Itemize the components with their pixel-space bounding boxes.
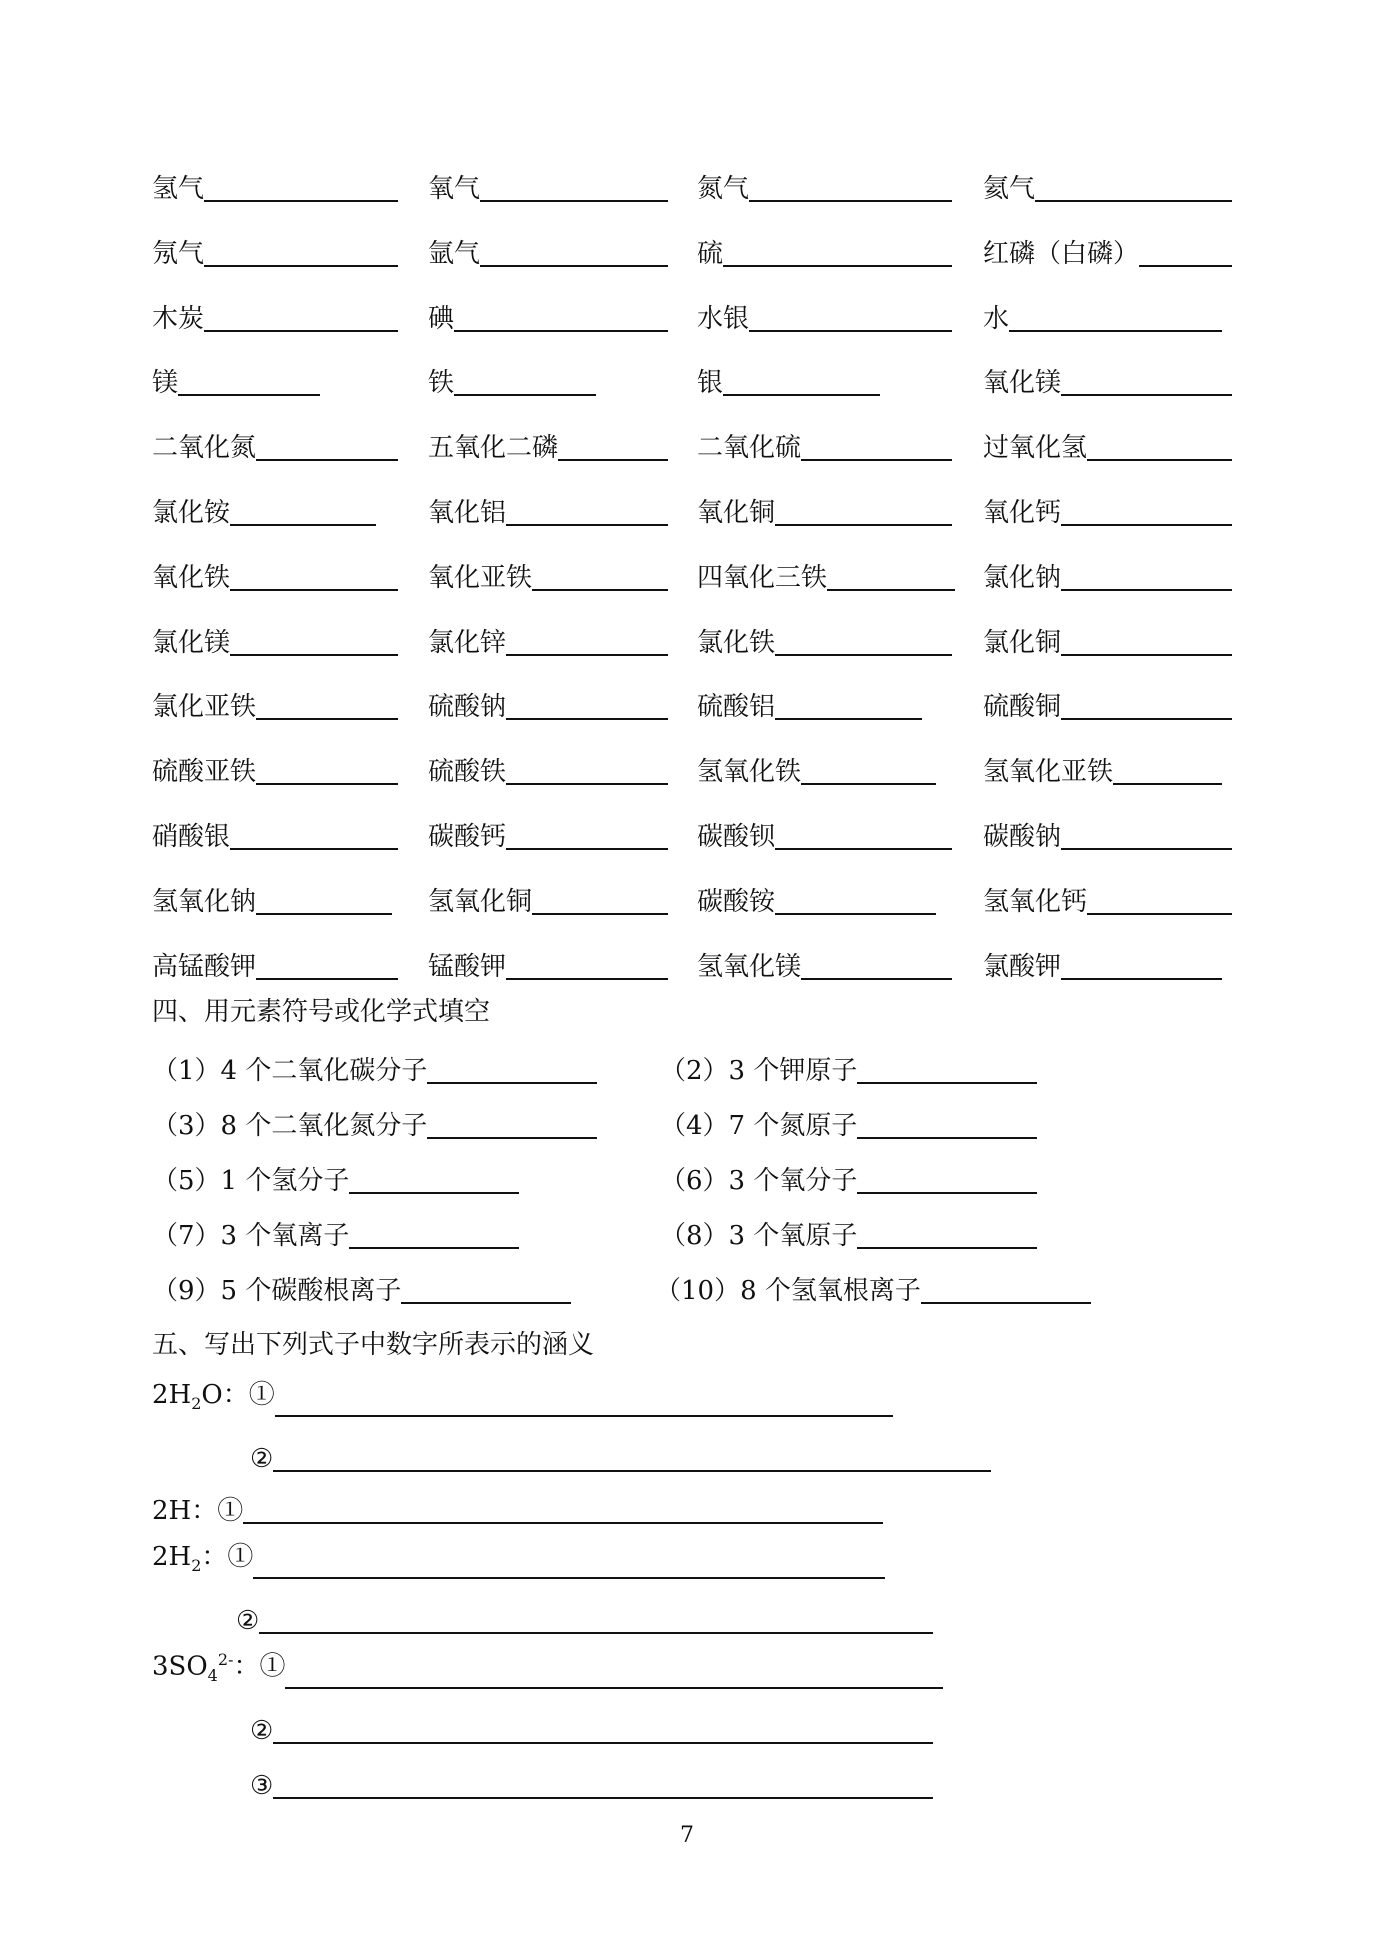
substance-name: 氖气	[152, 238, 205, 269]
substance-name: 氯化亚铁	[152, 692, 257, 723]
answer-blank[interactable]	[506, 948, 668, 980]
substance-name: 氦气	[983, 174, 1036, 204]
substance-item	[152, 358, 320, 402]
substance-item	[983, 747, 1222, 791]
answer-blank[interactable]	[1061, 364, 1232, 396]
substance-item	[152, 488, 376, 532]
answer-blank[interactable]	[857, 1162, 1037, 1194]
substance-name: 四氧化三铁	[697, 562, 828, 593]
substance-name: 氯化镁	[152, 627, 231, 658]
fill-item-label: （9）5 个碳酸根离子	[152, 1276, 402, 1306]
answer-blank[interactable]	[454, 364, 596, 396]
fill-item-8	[660, 1215, 1037, 1255]
fill-item-label: （2）3 个钾原子	[660, 1056, 858, 1086]
grid-row	[0, 618, 1374, 662]
answer-blank[interactable]	[749, 170, 952, 202]
substance-item	[697, 682, 922, 726]
answer-blank[interactable]	[480, 235, 668, 267]
fill-item-label: （3）8 个二氧化氮分子	[152, 1111, 428, 1141]
substance-item	[697, 942, 952, 986]
answer-blank[interactable]	[256, 688, 398, 720]
substance-item	[428, 164, 668, 208]
substance-item	[152, 229, 398, 273]
substance-item	[152, 682, 398, 726]
substance-name: 碳酸铵	[697, 886, 776, 917]
substance-item	[697, 164, 952, 208]
answer-blank[interactable]	[532, 883, 668, 915]
substance-item	[983, 877, 1232, 921]
answer-blank[interactable]	[204, 170, 398, 202]
answer-blank[interactable]	[178, 364, 320, 396]
fill-item-label: （7）3 个氧离子	[152, 1221, 350, 1251]
fill-item-label: （5）1 个氢分子	[152, 1166, 350, 1196]
substance-item	[983, 553, 1232, 597]
meaning-blank[interactable]	[259, 1602, 933, 1634]
substance-item	[152, 423, 398, 467]
grid-row	[0, 682, 1374, 726]
answer-blank[interactable]	[1061, 494, 1232, 526]
answer-blank[interactable]	[1139, 235, 1232, 267]
circled-number: ②	[250, 1444, 274, 1474]
formula-label: $3SO_4^{2-}$：①	[152, 1650, 286, 1685]
answer-blank[interactable]	[921, 1272, 1091, 1304]
substance-item	[983, 423, 1232, 467]
substance-name: 氢氧化钠	[152, 886, 257, 917]
substance-name: 五氧化二磷	[428, 433, 559, 464]
substance-item	[152, 747, 398, 791]
answer-blank[interactable]	[1009, 300, 1222, 332]
substance-item	[428, 294, 668, 338]
fill-item-6	[660, 1160, 1037, 1200]
answer-blank[interactable]	[775, 624, 952, 656]
substance-name: 水	[983, 303, 1010, 334]
substance-name: 氯化钠	[983, 562, 1062, 593]
substance-name: 硫酸亚铁	[152, 757, 257, 788]
substance-item	[983, 294, 1222, 338]
substance-name: 碳酸钡	[697, 822, 776, 852]
answer-blank[interactable]	[427, 1052, 597, 1084]
answer-blank[interactable]	[1061, 818, 1232, 850]
grid-row	[0, 747, 1374, 791]
substance-name: 硫酸铁	[428, 757, 507, 788]
substance-item	[697, 877, 936, 921]
fill-item-label: （8）3 个氧原子	[660, 1221, 858, 1251]
substance-name: 硫酸钠	[428, 692, 507, 723]
fill-item-7	[152, 1215, 519, 1255]
substance-item	[697, 618, 952, 662]
substance-name: 氧化钙	[983, 498, 1062, 528]
substance-item	[152, 942, 398, 986]
substance-name: 氢气	[152, 174, 205, 204]
grid-row	[0, 812, 1374, 856]
substance-item	[428, 877, 668, 921]
answer-blank[interactable]	[230, 818, 398, 850]
answer-blank[interactable]	[558, 429, 668, 461]
substance-name: 木炭	[152, 303, 205, 334]
substance-name: 硝酸银	[152, 822, 231, 852]
substance-item	[983, 358, 1232, 402]
fill-item-3	[152, 1105, 597, 1145]
meaning-blank[interactable]	[243, 1492, 883, 1524]
answer-blank[interactable]	[256, 883, 392, 915]
substance-name: 氩气	[428, 238, 481, 269]
substance-name: 氢氧化铁	[697, 757, 802, 788]
answer-blank[interactable]	[1061, 948, 1222, 980]
substance-name: 氯化锌	[428, 627, 507, 658]
formula-label: 2H：①	[152, 1496, 244, 1526]
substance-name: 碳酸钠	[983, 822, 1062, 852]
answer-blank[interactable]	[857, 1052, 1037, 1084]
substance-item	[428, 812, 668, 856]
answer-blank[interactable]	[230, 494, 376, 526]
substance-item	[983, 812, 1232, 856]
answer-blank[interactable]	[775, 494, 952, 526]
fill-item-label: （4）7 个氮原子	[660, 1111, 858, 1141]
grid-row	[0, 942, 1374, 986]
answer-blank[interactable]	[1087, 429, 1232, 461]
formula-3so4-line-2	[250, 1710, 933, 1750]
fill-item-2	[660, 1050, 1037, 1090]
answer-blank[interactable]	[857, 1107, 1037, 1139]
answer-blank[interactable]	[506, 688, 668, 720]
answer-blank[interactable]	[532, 559, 668, 591]
substance-name: 氧化亚铁	[428, 562, 533, 593]
answer-blank[interactable]	[1035, 170, 1232, 202]
substance-item	[152, 877, 392, 921]
fill-item-label: （1）4 个二氧化碳分子	[152, 1056, 428, 1086]
substance-name: 氧气	[428, 174, 481, 204]
circled-number: ②	[236, 1606, 260, 1636]
answer-blank[interactable]	[1061, 688, 1232, 720]
formula-2h2-line-1	[152, 1541, 885, 1585]
substance-item	[697, 488, 952, 532]
substance-item	[697, 358, 880, 402]
answer-blank[interactable]	[857, 1217, 1037, 1249]
page-number: 7	[680, 1823, 694, 1848]
answer-blank[interactable]	[506, 494, 668, 526]
answer-blank[interactable]	[1113, 753, 1222, 785]
fill-item-5	[152, 1160, 519, 1200]
substance-item	[428, 423, 668, 467]
substance-item	[697, 812, 952, 856]
substance-name: 氯化铜	[983, 627, 1062, 658]
substance-item	[152, 164, 398, 208]
answer-blank[interactable]	[427, 1107, 597, 1139]
substance-item	[428, 682, 668, 726]
substance-item	[983, 618, 1232, 662]
substance-item	[428, 229, 668, 273]
circled-number: ③	[250, 1771, 274, 1801]
answer-blank[interactable]	[401, 1272, 571, 1304]
substance-item	[152, 618, 398, 662]
substance-item	[152, 812, 398, 856]
meaning-blank[interactable]	[273, 1767, 933, 1799]
answer-blank[interactable]	[1087, 883, 1232, 915]
answer-blank[interactable]	[827, 559, 955, 591]
substance-item	[697, 747, 936, 791]
substance-name: 镁	[152, 368, 179, 399]
answer-blank[interactable]	[801, 948, 952, 980]
answer-blank[interactable]	[723, 364, 880, 396]
answer-blank[interactable]	[749, 300, 952, 332]
meaning-blank[interactable]	[285, 1657, 943, 1689]
substance-name: 氮气	[697, 174, 750, 204]
fill-item-1	[152, 1050, 597, 1090]
substance-item	[697, 294, 952, 338]
substance-name: 硫酸铝	[697, 692, 776, 723]
substance-name: 氢氧化铜	[428, 886, 533, 917]
grid-row	[0, 553, 1374, 597]
substance-name: 锰酸钾	[428, 951, 507, 982]
fill-item-label: （10）8 个氢氧根离子	[655, 1276, 921, 1306]
grid-row	[0, 229, 1374, 273]
answer-blank[interactable]	[506, 753, 668, 785]
substance-item	[428, 942, 668, 986]
answer-blank[interactable]	[256, 429, 398, 461]
answer-blank[interactable]	[230, 624, 398, 656]
substance-name: 氯化铵	[152, 498, 231, 528]
substance-item	[983, 942, 1222, 986]
substance-item	[697, 423, 952, 467]
substance-item	[983, 164, 1232, 208]
meaning-blank[interactable]	[275, 1385, 893, 1417]
substance-name: 二氧化硫	[697, 433, 802, 464]
substance-name: 氧化镁	[983, 368, 1062, 399]
substance-item	[152, 294, 398, 338]
meaning-blank[interactable]	[273, 1712, 933, 1744]
substance-item	[428, 747, 668, 791]
answer-blank[interactable]	[349, 1217, 519, 1249]
substance-item	[697, 229, 952, 273]
substance-item	[428, 358, 596, 402]
answer-blank[interactable]	[723, 235, 952, 267]
substance-name: 氢氧化亚铁	[983, 757, 1114, 788]
formula-label: $2H_2$：①	[152, 1541, 254, 1575]
formula-2h2-line-2	[236, 1600, 933, 1640]
answer-blank[interactable]	[480, 170, 668, 202]
substance-name: 硫酸铜	[983, 692, 1062, 723]
fill-item-9	[152, 1270, 571, 1310]
answer-blank[interactable]	[256, 948, 398, 980]
substance-item	[983, 229, 1232, 273]
substance-name: 过氧化氢	[983, 433, 1088, 464]
substance-item	[428, 618, 668, 662]
answer-blank[interactable]	[775, 883, 936, 915]
substance-name: 氧化铝	[428, 498, 507, 528]
substance-item	[983, 682, 1232, 726]
grid-row	[0, 294, 1374, 338]
formula-2h2o-line-2	[250, 1438, 991, 1478]
formula-3so4-line-3	[250, 1765, 933, 1805]
substance-item	[697, 553, 955, 597]
answer-blank[interactable]	[256, 753, 398, 785]
formula-label: $2H_2O$：①	[152, 1379, 275, 1413]
substance-item	[983, 488, 1232, 532]
answer-blank[interactable]	[204, 235, 398, 267]
substance-name: 氢氧化镁	[697, 951, 802, 982]
grid-row	[0, 423, 1374, 467]
substance-name: 铁	[428, 368, 455, 399]
answer-blank[interactable]	[775, 688, 922, 720]
meaning-blank[interactable]	[273, 1440, 991, 1472]
answer-blank[interactable]	[801, 429, 952, 461]
fill-item-label: （6）3 个氧分子	[660, 1166, 858, 1196]
section-5-heading: 五、写出下列式子中数字所表示的涵义	[152, 1330, 595, 1360]
answer-blank[interactable]	[204, 300, 398, 332]
fill-item-10	[655, 1270, 1091, 1310]
answer-blank[interactable]	[1061, 559, 1232, 591]
answer-blank[interactable]	[349, 1162, 519, 1194]
answer-blank[interactable]	[775, 818, 952, 850]
substance-name: 二氧化氮	[152, 433, 257, 464]
grid-row	[0, 164, 1374, 208]
substance-name: 氢氧化钙	[983, 886, 1088, 917]
grid-row	[0, 358, 1374, 402]
substance-name: 氯化铁	[697, 627, 776, 658]
substance-item	[428, 553, 668, 597]
grid-row	[0, 488, 1374, 532]
answer-blank[interactable]	[1061, 624, 1232, 656]
formula-3so4-line-1	[152, 1650, 943, 1695]
answer-blank[interactable]	[506, 818, 668, 850]
substance-name: 碘	[428, 303, 455, 334]
substance-name: 硫	[697, 238, 724, 269]
substance-name: 氧化铁	[152, 562, 231, 593]
section-4-heading: 四、用元素符号或化学式填空	[152, 997, 491, 1027]
substance-name: 高锰酸钾	[152, 951, 257, 982]
substance-name: 碳酸钙	[428, 822, 507, 852]
answer-blank[interactable]	[454, 300, 668, 332]
substance-name: 氧化铜	[697, 498, 776, 528]
substance-name: 水银	[697, 303, 750, 334]
formula-2h2o-line-1	[152, 1379, 893, 1423]
circled-number: ②	[250, 1716, 274, 1746]
substance-item	[428, 488, 668, 532]
substance-name: 银	[697, 368, 724, 399]
answer-blank[interactable]	[506, 624, 668, 656]
answer-blank[interactable]	[801, 753, 936, 785]
substance-name: 红磷（白磷）	[983, 238, 1140, 269]
substance-name: 氯酸钾	[983, 951, 1062, 982]
fill-item-4	[660, 1105, 1037, 1145]
substance-item	[152, 553, 398, 597]
formula-2h-line-1	[152, 1490, 883, 1530]
answer-blank[interactable]	[230, 559, 398, 591]
grid-row	[0, 877, 1374, 921]
meaning-blank[interactable]	[253, 1547, 885, 1579]
